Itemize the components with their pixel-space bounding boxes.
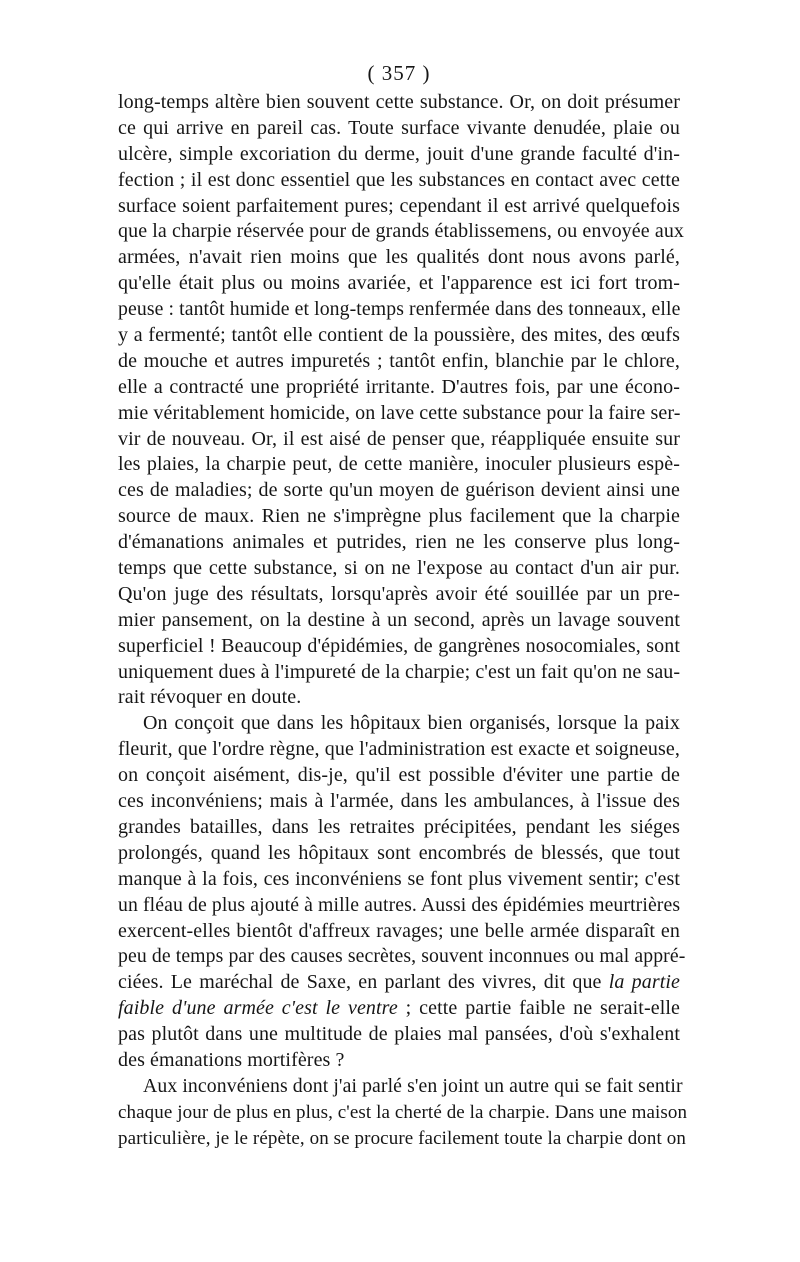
text-line: superficiel ! Beaucoup d'épidémies, de gangrènes nosocomiales, sont xyxy=(118,634,680,657)
text-line: des émanations mortifères ? xyxy=(118,1048,345,1071)
text-line: que la charpie réservée pour de grands établissemens, ou envoyée aux xyxy=(118,220,685,243)
page-number: ( 357 ) xyxy=(367,61,431,85)
text-line: temps que cette substance, si on ne l'expose au contact d'un air pur. xyxy=(118,557,680,580)
text-line: Qu'on juge des résultats, lorsqu'après avoir été souillée par un pre- xyxy=(118,582,680,605)
text-line: prolongés, quand les hôpitaux sont encombrés de blessés, que tout xyxy=(118,841,680,864)
paragraph-3 xyxy=(118,1074,688,1152)
text-line: surface soient parfaitement pures; cependant il est arrivé quelquefois xyxy=(118,194,680,217)
text-line: qu'elle était plus ou moins avariée, et l'apparence est ici fort trom- xyxy=(118,272,680,295)
paragraph-1 xyxy=(118,90,685,711)
text-line: mie véritablement homicide, on lave cette substance pour la faire ser- xyxy=(118,401,681,424)
text-line: uniquement dues à l'impureté de la charpie; c'est un fait qu'on ne sau- xyxy=(118,660,681,683)
text-line: chaque jour de plus en plus, c'est la cherté de la charpie. Dans une maison xyxy=(118,1101,688,1123)
text-line: vir de nouveau. Or, il est aisé de penser que, réappliquée ensuite sur xyxy=(118,427,680,450)
text-line: armées, n'avait rien moins que les qualités dont nous avons parlé, xyxy=(118,246,680,269)
text-line: particulière, je le répète, on se procure facilement toute la charpie dont on xyxy=(118,1127,686,1149)
text-line: un fléau de plus ajouté à mille autres. Aussi des épidémies meurtrières xyxy=(118,893,681,916)
text-line: les plaies, la charpie peut, de cette manière, inoculer plusieurs espè- xyxy=(118,453,680,476)
text-line: fleurit, que l'ordre règne, que l'administration est exacte et soigneuse, xyxy=(118,738,680,761)
text-line: ulcère, simple excoriation du derme, jouit d'une grande faculté d'in- xyxy=(118,142,680,165)
text-line: faible d'une armée c'est le ventre ; cette partie faible ne serait-elle xyxy=(118,997,680,1020)
text-line: ce qui arrive en pareil cas. Toute surface vivante denudée, plaie ou xyxy=(118,116,680,139)
text-line: long-temps altère bien souvent cette substance. Or, on doit présumer xyxy=(118,91,680,113)
text-line: peuse : tantôt humide et long-temps renfermée dans des tonneaux, elle xyxy=(118,298,681,321)
text-line: ces inconvéniens; mais à l'armée, dans les ambulances, à l'issue des xyxy=(118,790,680,813)
text-line: elle a contracté une propriété irritante. D'autres fois, par une écono- xyxy=(118,375,680,398)
text-line: pas plutôt dans une multitude de plaies mal pansées, d'où s'exhalent xyxy=(118,1023,680,1046)
text-line: peu de temps par des causes secrètes, souvent inconnues ou mal appré- xyxy=(118,945,686,968)
text-line: d'émanations animales et putrides, rien ne les conserve plus long- xyxy=(118,531,680,554)
text-line: on conçoit aisément, dis-je, qu'il est possible d'éviter une partie de xyxy=(118,764,680,787)
text-line: ciées. Le maréchal de Saxe, en parlant des vivres, dit que la partie xyxy=(118,971,681,994)
book-page xyxy=(118,60,688,1152)
text-line: fection ; il est donc essentiel que les substances en contact avec cette xyxy=(118,168,680,191)
text-line: On conçoit que dans les hôpitaux bien organisés, lorsque la paix xyxy=(143,712,680,735)
text-line: Aux inconvéniens dont j'ai parlé s'en joint un autre qui se fait sentir xyxy=(143,1074,683,1097)
text-line: grandes batailles, dans les retraites précipitées, pendant les siéges xyxy=(118,815,680,838)
text-line: rait révoquer en doute. xyxy=(118,686,302,709)
text-line: exercent-elles bientôt d'affreux ravages; une belle armée disparaît en xyxy=(118,919,680,942)
text-line: ces de maladies; de sorte qu'un moyen de guérison devient ainsi une xyxy=(118,479,680,502)
text-line: source de maux. Rien ne s'imprègne plus facilement que la charpie xyxy=(118,505,680,528)
text-line: de mouche et autres impuretés ; tantôt enfin, blanchie par le chlore, xyxy=(118,349,680,372)
text-line: y a fermenté; tantôt elle contient de la poussière, des mites, des œufs xyxy=(118,324,680,347)
paragraph-2 xyxy=(118,711,686,1073)
text-line: mier pansement, on la destine à un second, après un lavage souvent xyxy=(118,608,680,631)
text-line: manque à la fois, ces inconvéniens se font plus vivement sentir; c'est xyxy=(118,867,680,890)
